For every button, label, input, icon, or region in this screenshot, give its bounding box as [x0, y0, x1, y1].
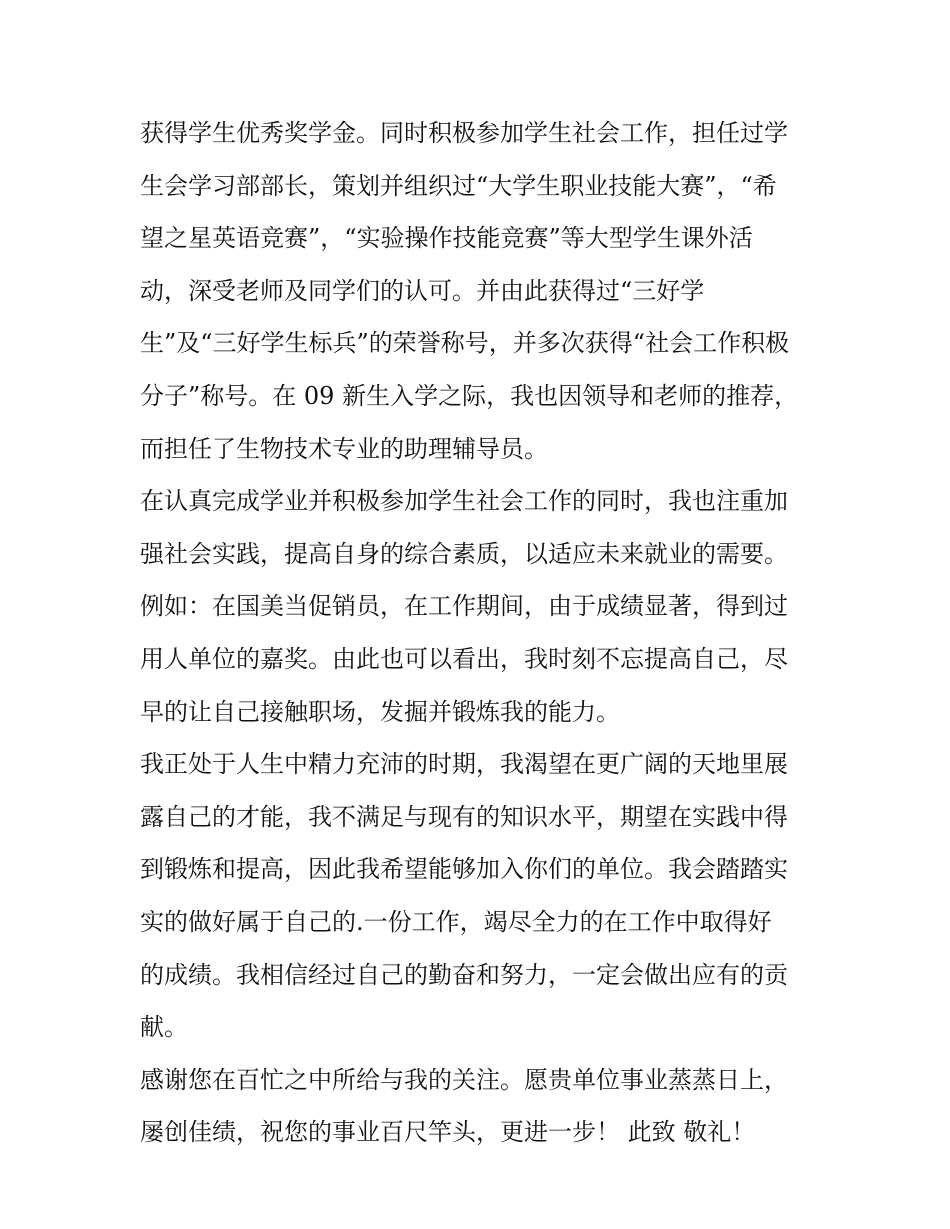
text-line: 分子”称号。在 09 新生入学之际，我也因领导和老师的推荐，	[140, 381, 799, 410]
text-line: 的成绩。我相信经过自己的勤奋和努力，一定会做出应有的贡	[140, 960, 788, 989]
text-line: 感谢您在百忙之中所给与我的关注。愿贵单位事业蒸蒸日上，	[140, 1065, 788, 1094]
text-line: 而担任了生物技术专业的助理辅导员。	[140, 434, 548, 463]
text-line: 在认真完成学业并积极参加学生社会工作的同时，我也注重加	[140, 487, 788, 516]
text-line: 实的做好属于自己的.一份工作，竭尽全力的在工作中取得好	[140, 907, 772, 936]
text-line: 屡创佳绩，祝您的事业百尺竿头，更进一步！ 此致 敬礼！	[140, 1118, 756, 1147]
text-line: 强社会实践，提高自身的综合素质，以适应未来就业的需要。	[140, 539, 788, 568]
text-line: 望之星英语竞赛”，“实验操作技能竞赛”等大型学生课外活	[140, 224, 753, 253]
text-line: 例如：在国美当促销员，在工作期间，由于成绩显著，得到过	[140, 592, 788, 621]
text-line: 到锻炼和提高，因此我希望能够加入你们的单位。我会踏踏实	[140, 855, 788, 884]
text-line: 我正处于人生中精力充沛的时期，我渴望在更广阔的天地里展	[140, 750, 788, 779]
text-line: 获得学生优秀奖学金。同时积极参加学生社会工作，担任过学	[140, 119, 788, 147]
text-line: 生”及“三好学生标兵”的荣誉称号，并多次获得“社会工作积极	[140, 329, 790, 358]
text-line: 用人单位的嘉奖。由此也可以看出，我时刻不忘提高自己，尽	[140, 644, 788, 673]
document-body	[140, 107, 820, 1159]
text-line: 早的让自己接触职场，发掘并锻炼我的能力。	[140, 697, 620, 726]
text-line: 露自己的才能，我不满足与现有的知识水平，期望在实践中得	[140, 802, 788, 831]
text-line: 动，深受老师及同学们的认可。并由此获得过“三好学	[140, 276, 705, 305]
text-line: 生会学习部部长，策划并组织过“大学生职业技能大赛”，“希	[140, 171, 777, 200]
text-line: 献。	[140, 1013, 188, 1042]
